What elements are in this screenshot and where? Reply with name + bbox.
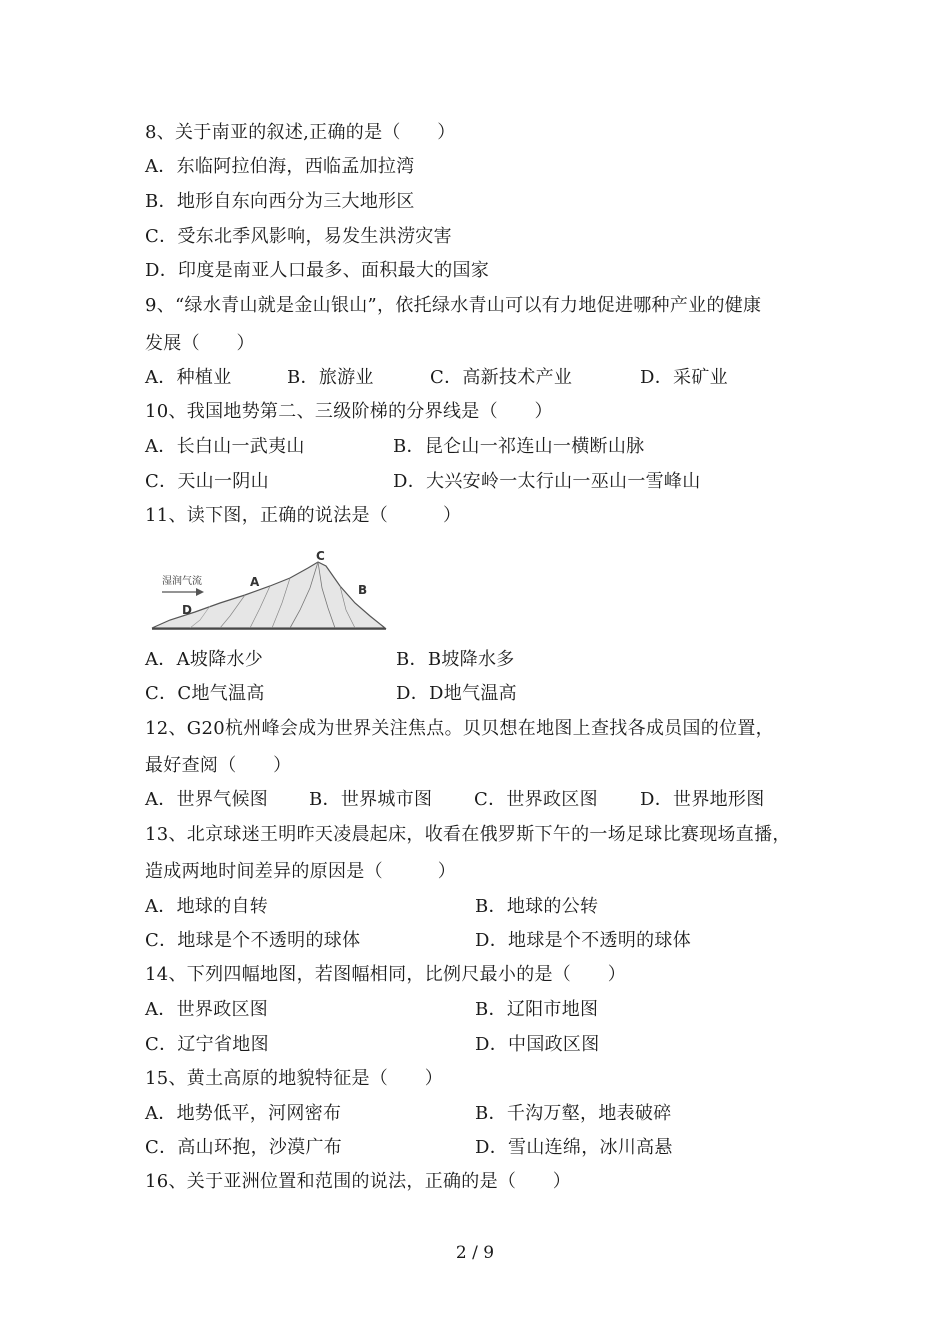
question-12-option-c: C．世界政区图 (474, 789, 598, 810)
question-10-stem: 10、我国地势第二、三级阶梯的分界线是（ ） (145, 401, 553, 422)
question-12-stem-line1: 12、G20杭州峰会成为世界关注焦点。贝贝想在地图上查找各成员国的位置， (145, 718, 774, 739)
question-10-option-c: C．天山一阴山 (145, 471, 269, 492)
question-11-option-b: B．B坡降水多 (396, 649, 515, 670)
question-14-option-b: B．辽阳市地图 (475, 999, 599, 1020)
question-9-option-c: C．高新技术产业 (430, 367, 573, 388)
question-13-option-b: B．地球的公转 (475, 896, 599, 917)
point-c-label: C (316, 549, 325, 563)
point-a-label: A (250, 575, 260, 589)
question-15-option-b: B．千沟万壑，地表破碎 (475, 1103, 672, 1124)
mountain-diagram (150, 548, 390, 634)
mountain-rain-figure (150, 548, 390, 634)
question-14-option-d: D．中国政区图 (475, 1034, 600, 1055)
point-d-label: D (182, 603, 192, 617)
question-12-option-a: A．世界气候图 (145, 789, 269, 810)
question-9-option-b: B．旅游业 (287, 367, 374, 388)
question-14-stem: 14、下列四幅地图，若图幅相同，比例尺最小的是（ ） (145, 964, 627, 985)
question-16-stem: 16、关于亚洲位置和范围的说法，正确的是（ ） (145, 1171, 572, 1192)
question-13-stem-line2: 造成两地时间差异的原因是（ ） (145, 861, 457, 882)
question-13-option-c: C．地球是个不透明的球体 (145, 930, 361, 951)
question-8-option-d: D．印度是南亚人口最多、面积最大的国家 (145, 260, 490, 281)
question-8-option-b: B．地形自东向西分为三大地形区 (145, 191, 415, 212)
question-8-option-c: C．受东北季风影响，易发生洪涝灾害 (145, 226, 452, 247)
question-15-option-d: D．雪山连绵，冰川高悬 (475, 1137, 673, 1158)
point-b-label: B (358, 583, 368, 597)
question-9-option-d: D．采矿业 (640, 367, 728, 388)
question-13-stem-line1: 13、北京球迷王明昨天凌晨起床，收看在俄罗斯下午的一场足球比赛现场直播， (145, 824, 791, 845)
question-14-option-c: C．辽宁省地图 (145, 1034, 269, 1055)
question-14-option-a: A．世界政区图 (145, 999, 269, 1020)
question-10-option-b: B．昆仑山一祁连山一横断山脉 (393, 436, 645, 457)
question-9-option-a: A．种植业 (145, 367, 232, 388)
question-10-option-a: A．长白山一武夷山 (145, 436, 305, 457)
question-15-stem: 15、黄土高原的地貌特征是（ ） (145, 1068, 444, 1089)
question-15-option-a: A．地势低平，河网密布 (145, 1103, 342, 1124)
question-8-option-a: A．东临阿拉伯海，西临孟加拉湾 (145, 156, 415, 177)
question-8-stem: 8、关于南亚的叙述,正确的是（ ） (145, 122, 456, 143)
page-number: 2 / 9 (455, 1243, 495, 1263)
arrow-head-icon (196, 588, 204, 596)
question-10-option-d: D．大兴安岭一太行山一巫山一雪峰山 (393, 471, 701, 492)
question-13-option-a: A．地球的自转 (145, 896, 269, 917)
question-11-option-d: D．D地气温高 (396, 683, 517, 704)
question-13-option-d: D．地球是个不透明的球体 (475, 930, 692, 951)
question-11-option-a: A．A坡降水少 (145, 649, 264, 670)
question-11-option-c: C．C地气温高 (145, 683, 265, 704)
airflow-label: 湿润气流 (162, 576, 202, 587)
question-12-option-d: D．世界地形图 (640, 789, 765, 810)
question-9-stem-line2: 发展（ ） (145, 333, 255, 354)
question-12-stem-line2: 最好查阅（ ） (145, 755, 292, 776)
question-12-option-b: B．世界城市图 (309, 789, 433, 810)
question-15-option-c: C．高山环抱，沙漠广布 (145, 1137, 343, 1158)
question-9-stem-line1: 9、“绿水青山就是金山银山”，依托绿水青山可以有力地促进哪种产业的健康 (145, 295, 762, 316)
question-11-stem: 11、读下图，正确的说法是（ ） (145, 505, 462, 526)
